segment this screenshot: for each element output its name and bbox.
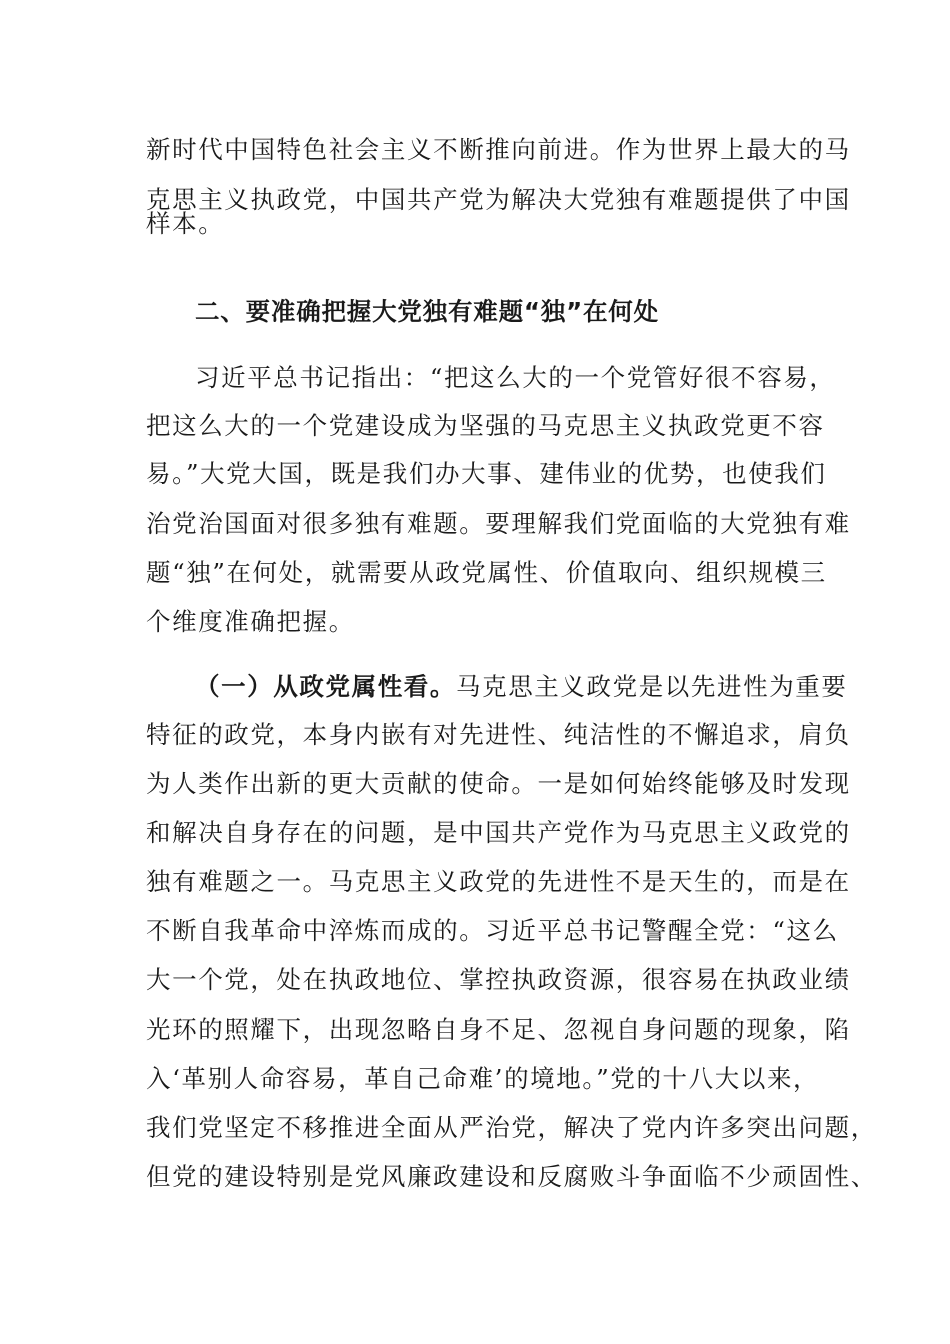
- paragraph-line: 不断自我革命中淬炼而成的。习近平总书记警醒全党：“这么: [146, 916, 839, 945]
- paragraph-line: 习近平总书记指出：“把这么大的一个党管好很不容易，: [195, 363, 836, 392]
- paragraph-line: 个维度准确把握。: [146, 607, 355, 636]
- paragraph-line: 为人类作出新的更大贡献的使命。一是如何始终能够及时发现: [146, 769, 851, 798]
- paragraph-line: 大一个党，处在执政地位、掌控执政资源，很容易在执政业绩: [146, 965, 851, 994]
- paragraph-line: 治党治国面对很多独有难题。要理解我们党面临的大党独有难: [146, 509, 851, 538]
- paragraph-line: 把这么大的一个党建设成为坚强的马克思主义执政党更不容: [146, 411, 825, 440]
- paragraph-line: 和解决自身存在的问题，是中国共产党作为马克思主义政党的: [146, 818, 851, 847]
- paragraph-line: 新时代中国特色社会主义不断推向前进。作为世界上最大的马: [146, 135, 851, 164]
- paragraph-first-line: [195, 671, 848, 703]
- paragraph-line: 易。”大党大国，既是我们办大事、建伟业的优势，也使我们: [146, 459, 827, 488]
- paragraph-line: 独有难题之一。马克思主义政党的先进性不是天生的，而是在: [146, 867, 851, 896]
- paragraph-line: 样本。: [146, 209, 225, 238]
- paragraph-line: 题“独”在何处，就需要从政党属性、价值取向、组织规模三: [146, 558, 827, 587]
- paragraph-line: 光环的照耀下，出现忽略自身不足、忽视自身问题的现象，陷: [146, 1015, 851, 1044]
- paragraph-line: 我们党坚定不移推进全面从严治党，解决了党内许多突出问题，: [146, 1113, 877, 1142]
- paragraph-text: 马克思主义政党是以先进性为重要: [456, 672, 848, 701]
- paragraph-line: 特征的政党，本身内嵌有对先进性、纯洁性的不懈追求，肩负: [146, 720, 851, 749]
- paragraph-line: 但党的建设特别是党风廉政建设和反腐败斗争面临不少顽固性、: [146, 1162, 877, 1191]
- paragraph-line: 入‘革别人命容易，革自己命难’的境地。”党的十八大以来，: [146, 1064, 820, 1093]
- paragraph-line: 克思主义执政党，中国共产党为解决大党独有难题提供了中国: [146, 185, 851, 214]
- section-heading: 二、要准确把握大党独有难题“独”在何处: [195, 297, 659, 326]
- subsection-lead: （一）从政党属性看。: [195, 672, 456, 701]
